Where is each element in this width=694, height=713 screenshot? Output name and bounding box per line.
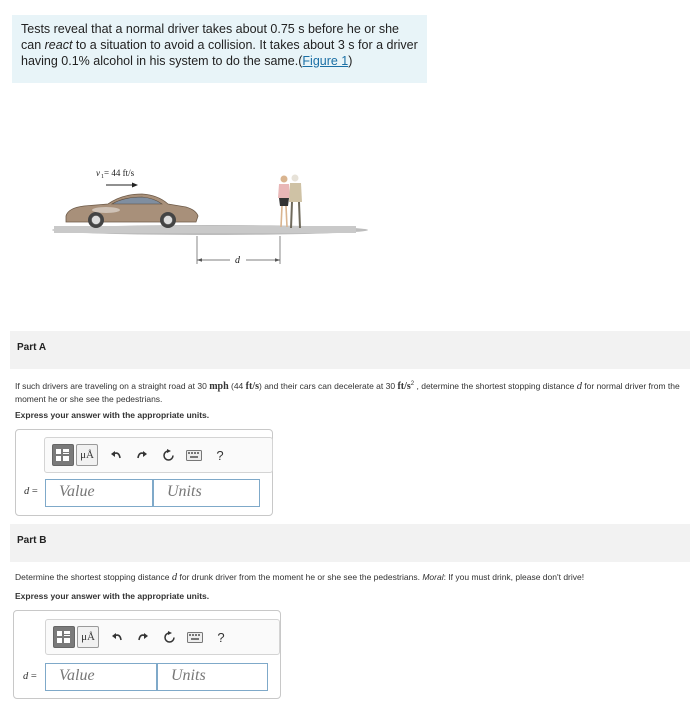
part-b-toolbar <box>45 619 280 655</box>
part-a-value-input[interactable]: Value <box>45 479 153 507</box>
intro-text-2: to a situation to avoid a collision. It takes about 3 s for a driver having 0.1% alcohol in his system to do the same.( <box>21 38 418 68</box>
figure-car-pedestrians <box>50 160 370 275</box>
part-a-header[interactable]: Part A <box>10 331 690 369</box>
part-b-var: d <box>23 671 29 682</box>
reset-icon[interactable] <box>158 445 178 465</box>
part-a-units-input[interactable]: Units <box>153 479 260 507</box>
redo-icon[interactable] <box>132 445 152 465</box>
keyboard-icon[interactable] <box>184 445 204 465</box>
part-b-units-input[interactable]: Units <box>157 663 268 691</box>
problem-statement <box>12 15 427 83</box>
part-a-variable <box>24 486 38 497</box>
velocity-arrowhead <box>132 183 138 188</box>
pedestrians-icon <box>278 175 302 229</box>
part-a-var: d <box>24 486 30 497</box>
intro-text: Tests reveal that a normal driver takes about 0.75 s before he or she can <box>21 22 399 52</box>
undo-icon[interactable] <box>106 445 126 465</box>
figure-link[interactable]: Figure 1 <box>302 54 349 68</box>
units-button[interactable] <box>76 444 98 466</box>
help-button[interactable]: ? <box>217 629 225 645</box>
qa-mph: mph <box>209 380 229 392</box>
keyboard-icon[interactable] <box>185 627 205 647</box>
templates-icon <box>56 630 72 644</box>
part-a-answer-box <box>15 429 273 516</box>
part-b-question <box>15 571 685 584</box>
part-a-equals: = <box>29 486 38 497</box>
qa-ft-s2: ft/s <box>397 380 411 392</box>
templates-button[interactable] <box>52 444 74 466</box>
part-b-answer-box <box>13 610 281 699</box>
part-a-question <box>15 378 685 405</box>
qb-text-1: Determine the shortest stopping distance <box>15 572 172 582</box>
qa-ft-s: ft/s <box>245 380 259 392</box>
qb-moral: Moral <box>422 572 444 582</box>
part-b-value-input[interactable]: Value <box>45 663 157 691</box>
qb-d: d <box>171 572 178 583</box>
templates-button[interactable] <box>53 626 75 648</box>
help-button[interactable]: ? <box>216 447 224 463</box>
part-a-instruction: Express your answer with the appropriate units. <box>15 410 210 420</box>
units-button[interactable] <box>77 626 99 648</box>
part-b-header[interactable]: Part B <box>10 524 690 562</box>
part-b-instruction: Express your answer with the appropriate units. <box>15 591 210 601</box>
intro-react: react <box>44 38 73 52</box>
qa-sup: 2 <box>410 381 415 387</box>
distance-label: d <box>235 255 240 266</box>
undo-icon[interactable] <box>107 627 127 647</box>
part-b-variable <box>23 671 37 682</box>
part-a-toolbar <box>44 437 273 473</box>
qa-text-5: for normal driver from the moment he or she see the pedestrians. <box>15 380 680 404</box>
intro-text-3: ) <box>348 54 353 68</box>
velocity-label: v <box>96 168 100 178</box>
qa-text-2: (44 <box>228 380 246 391</box>
part-b-equals: = <box>28 671 37 682</box>
qa-d: d <box>576 380 582 392</box>
redo-icon[interactable] <box>133 627 153 647</box>
qa-text-1: If such drivers are traveling on a straight road at 30 <box>15 380 210 391</box>
dimension-arrow-right <box>275 258 280 261</box>
units-symbol: μÅ <box>80 449 94 461</box>
units-symbol: μÅ <box>81 631 95 643</box>
qb-text-2: for drunk driver from the moment he or she see the pedestrians. <box>177 572 423 582</box>
qa-text-3: ) and their cars can decelerate at 30 <box>259 380 398 391</box>
car-icon <box>66 194 198 228</box>
dimension-arrow-left <box>197 258 202 261</box>
velocity-value: = 44 ft/s <box>104 168 135 178</box>
velocity-subscript: 1 <box>101 174 104 180</box>
templates-icon <box>55 448 71 462</box>
qb-text-3: : If you must drink, please don't drive! <box>443 572 585 582</box>
qa-text-4: , determine the shortest stopping distance <box>414 380 577 391</box>
figure-illustration <box>50 160 370 275</box>
reset-icon[interactable] <box>159 627 179 647</box>
